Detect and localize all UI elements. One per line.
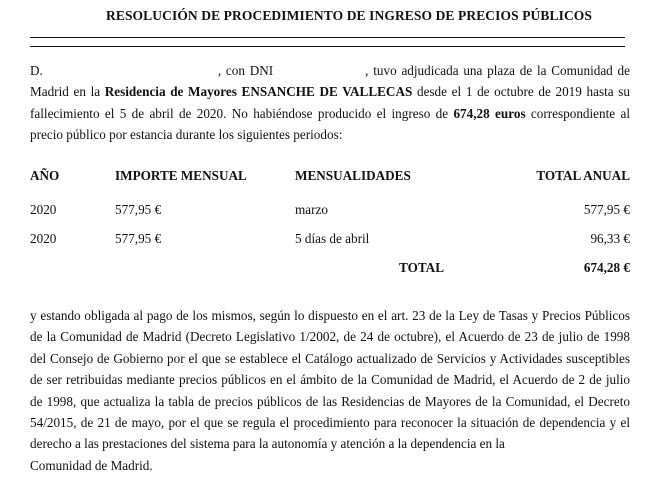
closing-paragraph: [30, 305, 630, 476]
intro-dni-label: , con DNI: [217, 63, 274, 78]
intro-segment-1: , tuvo adjudicada una plaza de la Comunidad de Madrid en la: [30, 63, 630, 100]
intro-segment-2: desde el 1 de octubre de 2019 hasta su fallecimiento el 5 de abril de 2020. No habiéndose producido el ingreso de: [30, 84, 630, 121]
cell-year: 2020: [30, 231, 57, 246]
residence-name: Residencia de Mayores ENSANCHE DE VALLECAS: [104, 84, 413, 100]
column-header-monthly-periods: MENSUALIDADES: [295, 168, 411, 183]
column-header-monthly-amount: IMPORTE MENSUAL: [115, 168, 247, 183]
cell-annual-total: 96,33 €: [590, 231, 630, 246]
table-total-row: [30, 260, 630, 276]
page-title: RESOLUCIÓN DE PROCEDIMIENTO DE INGRESO DE PRECIOS PÚBLICOS: [106, 8, 593, 23]
intro-segment-3: correspondiente al precio público por estancia durante los siguientes periodos:: [30, 105, 630, 143]
cell-monthly-periods: marzo: [295, 202, 328, 217]
periods-table: [30, 168, 630, 276]
intro-amount: 674,28 euros: [453, 105, 526, 121]
table-row: [30, 231, 630, 247]
column-header-annual-total: TOTAL ANUAL: [536, 168, 630, 183]
cell-monthly-amount: 577,95 €: [115, 231, 162, 246]
header-divider-bottom: [30, 46, 625, 47]
cell-annual-total: 577,95 €: [583, 202, 630, 217]
closing-text: y estando obligada al pago de los mismos, según lo dispuesto en el art. 23 de la Ley de Tasas y Precios Públicos de la Comunidad de Madrid (Decreto Legislativo 1/2002, de 24 de octubre), el Acuerdo de 23 de julio de 1998 del Consejo de Gobierno por el que se establece el Catálogo actualizado de Servicios y Actividades susceptibles de ser retribuidas mediante precios públicos en el ámbito de la Comunidad de Madrid, el Acuerdo de 2 de julio de 1998, que actualiza la tabla de precios públicos de las Residencias de Mayores de la Comunidad, el Decreto 54/2015, de 21 de mayo, por el que se regula el procedimiento para reconocer la situación de dependencia y el derecho a las prestaciones del sistema para la autonomía y atención a la dependencia en la: [30, 308, 630, 452]
column-header-year: AÑO: [30, 168, 60, 183]
intro-prefix: D.: [30, 63, 43, 78]
cell-monthly-amount: 577,95 €: [115, 202, 162, 217]
total-label: TOTAL: [399, 260, 444, 275]
closing-last-line: Comunidad de Madrid.: [30, 457, 153, 473]
table-header-row: [30, 168, 630, 184]
intro-paragraph: [30, 60, 630, 146]
header-divider-top: [30, 37, 625, 38]
table-row: [30, 202, 630, 218]
cell-monthly-periods: 5 días de abril: [295, 231, 370, 246]
cell-year: 2020: [30, 202, 57, 217]
total-value: 674,28 €: [583, 260, 630, 275]
title-block: [106, 8, 593, 24]
